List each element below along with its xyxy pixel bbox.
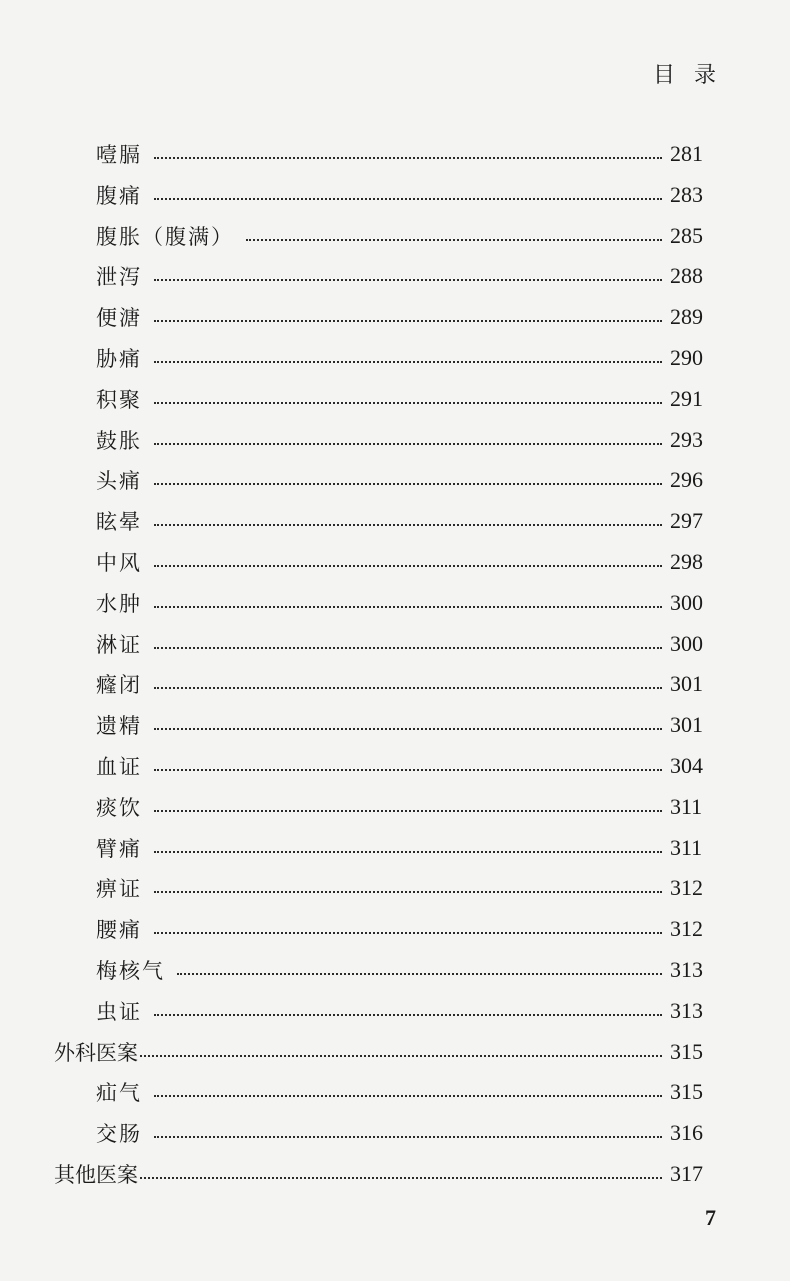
toc-page-number: 311 xyxy=(670,793,703,819)
toc-entry xyxy=(0,542,790,582)
toc-entry-title: 交肠 xyxy=(96,1122,142,1147)
toc-entry xyxy=(0,379,790,419)
dot-leader xyxy=(154,769,662,771)
dot-leader xyxy=(246,239,662,241)
dot-leader xyxy=(154,361,662,363)
toc-entry-title: 积聚 xyxy=(96,387,142,412)
dot-leader xyxy=(154,606,662,608)
toc-entry-title: 腹胀（腹满） xyxy=(96,224,234,249)
toc-entry xyxy=(0,216,790,256)
toc-entry-title: 外科医案 xyxy=(54,1040,138,1065)
toc-page-number: 301 xyxy=(670,671,703,697)
dot-leader xyxy=(154,565,662,567)
toc-entry xyxy=(0,705,790,745)
toc-entry xyxy=(0,1113,790,1153)
toc-page-number: 311 xyxy=(670,834,703,860)
toc-page-number: 293 xyxy=(670,426,703,452)
dot-leader xyxy=(154,647,662,649)
toc-entry xyxy=(0,256,790,296)
toc-entry xyxy=(0,624,790,664)
dot-leader xyxy=(140,1055,662,1057)
toc-entry xyxy=(0,991,790,1031)
toc-entry xyxy=(0,664,790,704)
dot-leader xyxy=(154,851,662,853)
toc-entry-title: 其他医案 xyxy=(54,1163,138,1187)
toc-entry-title: 腹痛 xyxy=(96,183,142,208)
dot-leader xyxy=(154,443,662,445)
toc-entry-title: 癃闭 xyxy=(96,673,142,698)
toc-entry-title: 胁痛 xyxy=(96,347,142,371)
dot-leader xyxy=(154,687,662,689)
toc-entry xyxy=(0,828,790,868)
toc-page-number: 300 xyxy=(670,630,703,656)
toc-entry xyxy=(0,175,790,215)
running-header-title: 目 录 xyxy=(653,63,722,88)
toc-entry xyxy=(0,909,790,949)
dot-leader xyxy=(154,402,662,404)
toc-entry-title: 遗精 xyxy=(96,714,142,739)
dot-leader xyxy=(154,483,662,485)
toc-page-number: 312 xyxy=(670,916,703,942)
dot-leader xyxy=(154,1136,662,1138)
dot-leader xyxy=(154,1095,662,1097)
toc-section-entry xyxy=(0,1032,790,1072)
toc-page-number: 315 xyxy=(670,1038,703,1064)
dot-leader xyxy=(140,1177,662,1179)
dot-leader xyxy=(154,932,662,934)
toc-page-number: 291 xyxy=(670,385,703,411)
toc-entry-title: 痹证 xyxy=(96,877,142,902)
toc-entry xyxy=(0,950,790,990)
toc-entry-title: 血证 xyxy=(96,755,142,779)
toc-page-number: 296 xyxy=(670,467,703,493)
dot-leader xyxy=(154,810,662,812)
toc-entry-title: 鼓胀 xyxy=(96,428,142,453)
toc-page-number: 316 xyxy=(670,1120,703,1146)
toc-entry-title: 痰饮 xyxy=(96,795,142,820)
toc-page-number: 283 xyxy=(670,181,703,207)
toc-page-number: 304 xyxy=(670,753,703,778)
toc-page-number: 289 xyxy=(670,304,703,330)
dot-leader xyxy=(154,157,662,159)
toc-entry xyxy=(0,501,790,541)
page-folio: 7 xyxy=(705,1205,716,1230)
toc-entry-title: 淋证 xyxy=(96,632,142,657)
toc-entry-title: 便溏 xyxy=(96,306,142,331)
toc-entry-title: 臂痛 xyxy=(96,836,142,861)
toc-entry-title: 头痛 xyxy=(96,469,142,494)
toc-page-number: 285 xyxy=(670,222,703,248)
toc-entry-title: 腰痛 xyxy=(96,918,142,943)
toc-entry xyxy=(0,746,790,786)
dot-leader xyxy=(154,198,662,200)
dot-leader xyxy=(154,524,662,526)
dot-leader xyxy=(154,1014,662,1016)
toc-page-number: 312 xyxy=(670,875,703,901)
toc-page-number: 281 xyxy=(670,141,703,166)
toc-page-number: 290 xyxy=(670,345,703,370)
toc-entry xyxy=(0,583,790,623)
dot-leader xyxy=(154,320,662,322)
toc-entry-title: 虫证 xyxy=(96,999,142,1024)
dot-leader xyxy=(154,728,662,730)
toc-section-entry xyxy=(0,1154,790,1194)
toc-entry xyxy=(0,787,790,827)
toc-entry xyxy=(0,420,790,460)
toc-page-number: 313 xyxy=(670,997,703,1023)
toc-page-number: 288 xyxy=(670,263,703,289)
toc-page-number: 313 xyxy=(670,957,703,982)
toc-entry-title: 疝气 xyxy=(96,1081,142,1106)
toc-entry-title: 水肿 xyxy=(96,591,142,616)
toc-entry xyxy=(0,134,790,174)
toc-page-number: 300 xyxy=(670,589,703,615)
toc-entry xyxy=(0,1072,790,1112)
toc-entry-title: 中风 xyxy=(96,551,142,575)
toc-entry-title: 梅核气 xyxy=(96,959,165,983)
toc-entry xyxy=(0,297,790,337)
toc-page-number: 298 xyxy=(670,549,703,574)
toc-entry xyxy=(0,868,790,908)
toc-page-number: 301 xyxy=(670,712,703,738)
toc-entry-title: 噎膈 xyxy=(96,143,142,167)
toc-entry-title: 眩晕 xyxy=(96,510,142,535)
toc-entry xyxy=(0,460,790,500)
toc-entry xyxy=(0,338,790,378)
toc-page-number: 315 xyxy=(670,1079,703,1105)
toc-page-number: 297 xyxy=(670,508,703,534)
dot-leader xyxy=(177,973,662,975)
dot-leader xyxy=(154,279,662,281)
dot-leader xyxy=(154,891,662,893)
toc-entry-title: 泄泻 xyxy=(96,265,142,290)
toc-page-number: 317 xyxy=(670,1161,703,1186)
